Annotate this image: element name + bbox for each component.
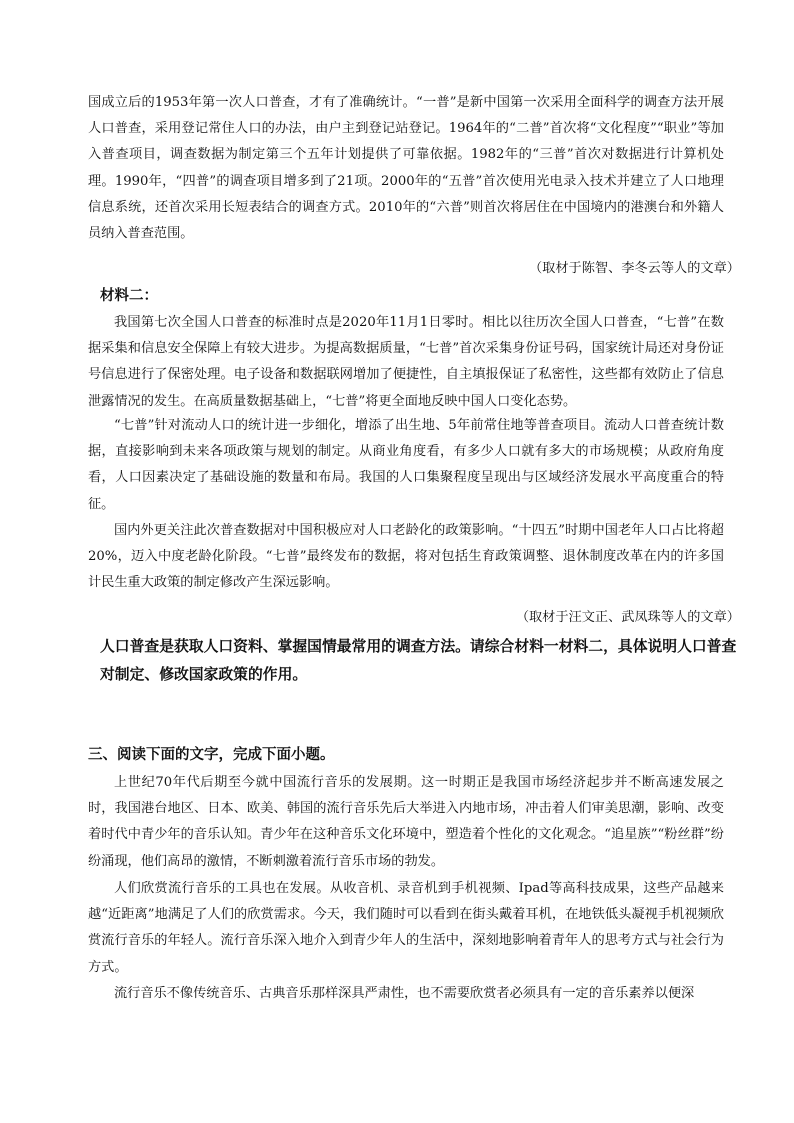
material2-paragraph-2: “七普”针对流动人口的统计进一步细化，增添了出生地、5年前常住地等普查项目。流动人口普查统计数据，直接影响到未来各项政策与规划的制定。从商业角度看，有多少人口就有多大的市场规模；从政府角度看，人口因素决定了基础设施的数量和布局。我国的人口集聚程度呈现出与区域经济发展水平高度重合的特征。 <box>88 418 724 512</box>
section3-paragraph-3: 流行音乐不像传统音乐、古典音乐那样深具严肃性，也不需要欣赏者必须具有一定的音乐素养以便深 <box>114 986 695 1001</box>
question-prompt: 人口普查是获取人口资料、掌握国情最常用的调查方法。请综合材料一材料二，具体说明人口普查对制定、修改国家政策的作用。 <box>100 638 737 683</box>
material1-continuation: 国成立后的1953年第一次人口普查，才有了准确统计。“一普”是新中国第一次采用全面科学的调查方法开展人口普查，采用登记常住人口的办法，由户主到登记站登记。1964年的“二普”首次将“文化程度”“职业”等加入普查项目，调查数据为制定第三个五年计划提供了可靠依据。1982年的“三普”首次对数据进行计算机处理。1990年，“四普”的调查项目增多到了21项。2000年的“五普”首次使用光电录入技术并建立了人口地理信息系统，还首次采用长短表结合的调查方式。2010年的“六普”则首次将居住在中国境内的港澳台和外籍人员纳入普查范围。 <box>88 95 724 242</box>
material2-source: （取材于汪文正、武凤珠等人的文章） <box>515 610 740 625</box>
material2-heading: 材料二： <box>100 288 158 304</box>
section3-paragraph-1: 上世纪70年代后期至今就中国流行音乐的发展期。这一时期正是我国市场经济起步并不断高速发展之时，我国港台地区、日本、欧美、韩国的流行音乐先后大举进入内地市场，冲击着人们审美思潮，影响、改变着时代中青少年的音乐认知。青少年在这种音乐文化环境中，塑造着个性化的文化观念。“追星族”“粉丝群”纷纷涌现，他们高昂的激情，不断刺激着流行音乐市场的勃发。 <box>88 775 724 869</box>
material2-paragraph-1: 我国第七次全国人口普查的标准时点是2020年11月1日零时。相比以往历次全国人口普查，“七普”在数据采集和信息安全保障上有较大进步。为提高数据质量，“七普”首次采集身份证号码，国家统计局还对身份证号信息进行了保密处理。电子设备和数据联网增加了便捷性，自主填报保证了私密性，这些都有效防止了信息泄露情况的发生。在高质量数据基础上，“七普”将更全面地反映中国人口变化态势。 <box>88 315 724 409</box>
material1-source: （取材于陈智、李冬云等人的文章） <box>529 261 740 276</box>
section3-title: 三、阅读下面的文字，完成下面小题。 <box>88 747 335 763</box>
section3-paragraph-2: 人们欣赏流行音乐的工具也在发展。从收音机、录音机到手机视频、Ipad等高科技成果，这些产品越来越“近距离”地满足了人们的欣赏需求。今天，我们随时可以看到在街头戴着耳机，在地铁低头凝视手机视频欣赏流行音乐的年轻人。流行音乐深入地介入到青少年人的生活中，深刻地影响着青年人的思考方式与社会行为方式。 <box>88 881 724 975</box>
material2-paragraph-3: 国内外更关注此次普查数据对中国积极应对人口老龄化的政策影响。“十四五”时期中国老年人口占比将超20%，迈入中度老龄化阶段。“七普”最终发布的数据，将对包括生育政策调整、退休制度改革在内的许多国计民生重大政策的制定修改产生深远影响。 <box>88 523 724 591</box>
